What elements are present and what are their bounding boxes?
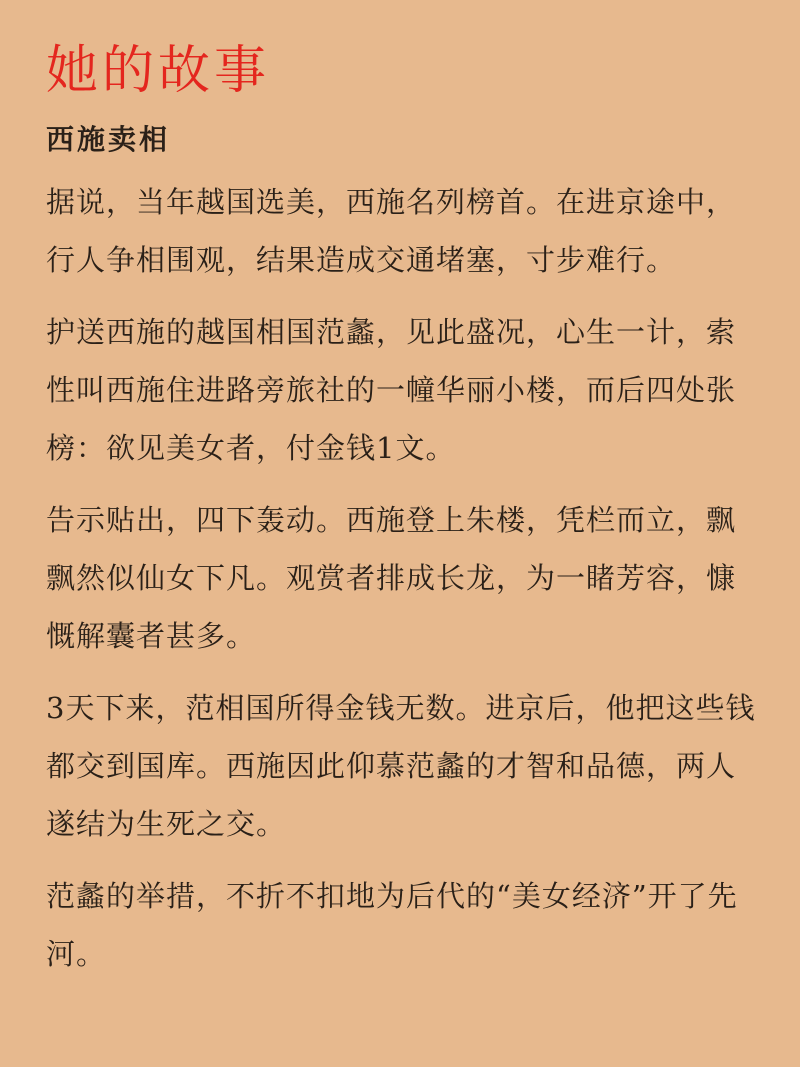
story-paragraph: 护送西施的越国相国范蠡，见此盛况，心生一计，索性叫西施住进路旁旅社的一幢华丽小楼，而后四处张榜：欲见美女者，付金钱1文。 <box>46 314 737 465</box>
story-paragraph: 范蠡的举措，不折不扣地为后代的“美女经济”开了先河。 <box>46 878 738 971</box>
page-title: 她的故事 <box>46 41 271 101</box>
story-paragraph: 3天下来，范相国所得金钱无数。进京后，他把这些钱都交到国库。西施因此仰慕范蠡的才智和品德，两人遂结为生死之交。 <box>46 690 756 841</box>
section-subtitle: 西施卖相 <box>46 123 171 157</box>
story-paragraph: 告示贴出，四下轰动。西施登上朱楼，凭栏而立，飘飘然似仙女下凡。观赏者排成长龙，为一睹芳容，慷慨解囊者甚多。 <box>46 502 737 653</box>
story-body <box>46 173 760 983</box>
story-paragraph: 据说，当年越国选美，西施名列榜首。在进京途中，行人争相围观，结果造成交通堵塞，寸步难行。 <box>46 184 737 277</box>
